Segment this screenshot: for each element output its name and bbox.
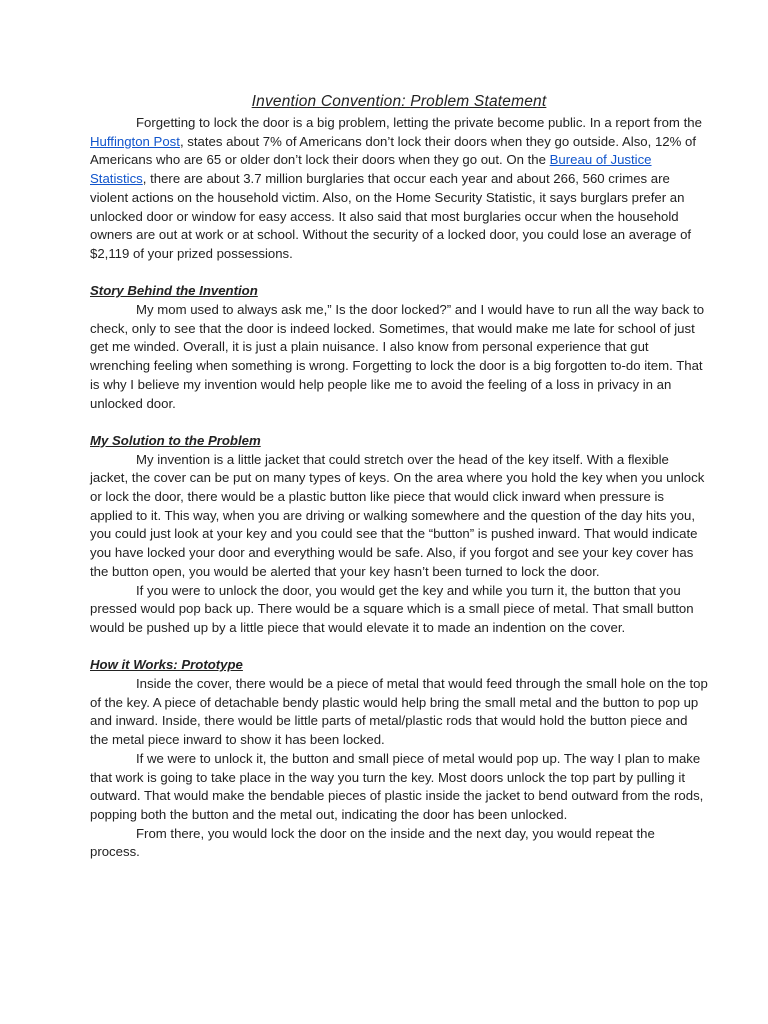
intro-text-3: , there are about 3.7 million burglaries that occur each year and about 266, 560 crimes are violent actions on the household victim. Also, on the Home Security Statistic, it says burglars prefer an unlocked door or window for easy access. It also said that most burglaries occur when the household owners are out at work or at school. Without the security of a locked door, you could lose an average of $2,119 of your prized possessions. — [90, 171, 692, 261]
intro-paragraph — [90, 114, 708, 264]
story-heading: Story Behind the Invention — [90, 283, 258, 299]
bureau-of-justice-statistics-link[interactable]: Bureau of Justice Statistics — [90, 152, 652, 187]
solution-paragraph-2: If you were to unlock the door, you would get the key and while you turn it, the button that you pressed would pop back up. There would be a square which is a small piece of metal. That small button would be pushed up by a little piece that would elevate it to made an indention on the cover. — [90, 582, 694, 635]
prototype-paragraph-1: Inside the cover, there would be a piece of metal that would feed through the small hole on the top of the key. A piece of detachable bendy plastic would help bring the small metal and the button to pop up and inward. Inside, there would be little parts of metal/plastic rods that would hold the button piece and the metal piece inward to show it has been locked. — [90, 676, 708, 748]
solution-paragraph-1: My invention is a little jacket that could stretch over the head of the key itself. With a flexible jacket, the cover can be put on many types of keys. On the area where you hold the key when you unlock or lock the door, there would be a plastic button like piece that would click inward when pressure is applied to it. This way, when you are driving or walking somewhere and the question of the day hits you, you could just look at your key and you could see that the “button” is pushed inward. That would indicate you have locked your door and everything would be safe. Also, if you forgot and see your key cover has the button open, you would be alerted that your key hasn’t been turned to lock the door. — [90, 451, 705, 579]
huffington-post-link[interactable]: Huffington Post — [90, 133, 180, 149]
prototype-heading: How it Works: Prototype — [90, 657, 243, 673]
intro-text-1: Forgetting to lock the door is a big problem, letting the private become public. In a report from the — [136, 115, 702, 130]
intro-text-2: , states about 7% of Americans don’t lock their doors when they go outside. Also, 12% of Americans who are 65 or older don’t lock their doors when they go out. On the — [90, 133, 697, 168]
prototype-paragraph-2: If we were to unlock it, the button and small piece of metal would pop up. The way I plan to make that work is going to take place in the way you turn the key. Most doors unlock the top part by pulling it outward. That would make the bendable pieces of plastic inside the jacket to bend outward from the rods, popping both the button and the metal out, indicating the door has been unlocked. — [90, 750, 704, 822]
story-paragraph: My mom used to always ask me,” Is the door locked?” and I would have to run all the way back to check, only to see that the door is indeed locked. Sometimes, that would make me late for school of just get me winded. Overall, it is just a plain nuisance. I also know from personal experience that gut wrenching feeling when something is wrong. Forgetting to lock the door is a big forgotten to-do item. That is why I believe my invention would help people like me to avoid the feeling of a loss in privacy in an unlocked door. — [90, 302, 705, 411]
prototype-paragraph-3: From there, you would lock the door on the inside and the next day, you would repeat the process. — [90, 825, 655, 860]
document-title: Invention Convention: Problem Statement — [251, 93, 547, 110]
solution-heading: My Solution to the Problem — [90, 432, 261, 448]
